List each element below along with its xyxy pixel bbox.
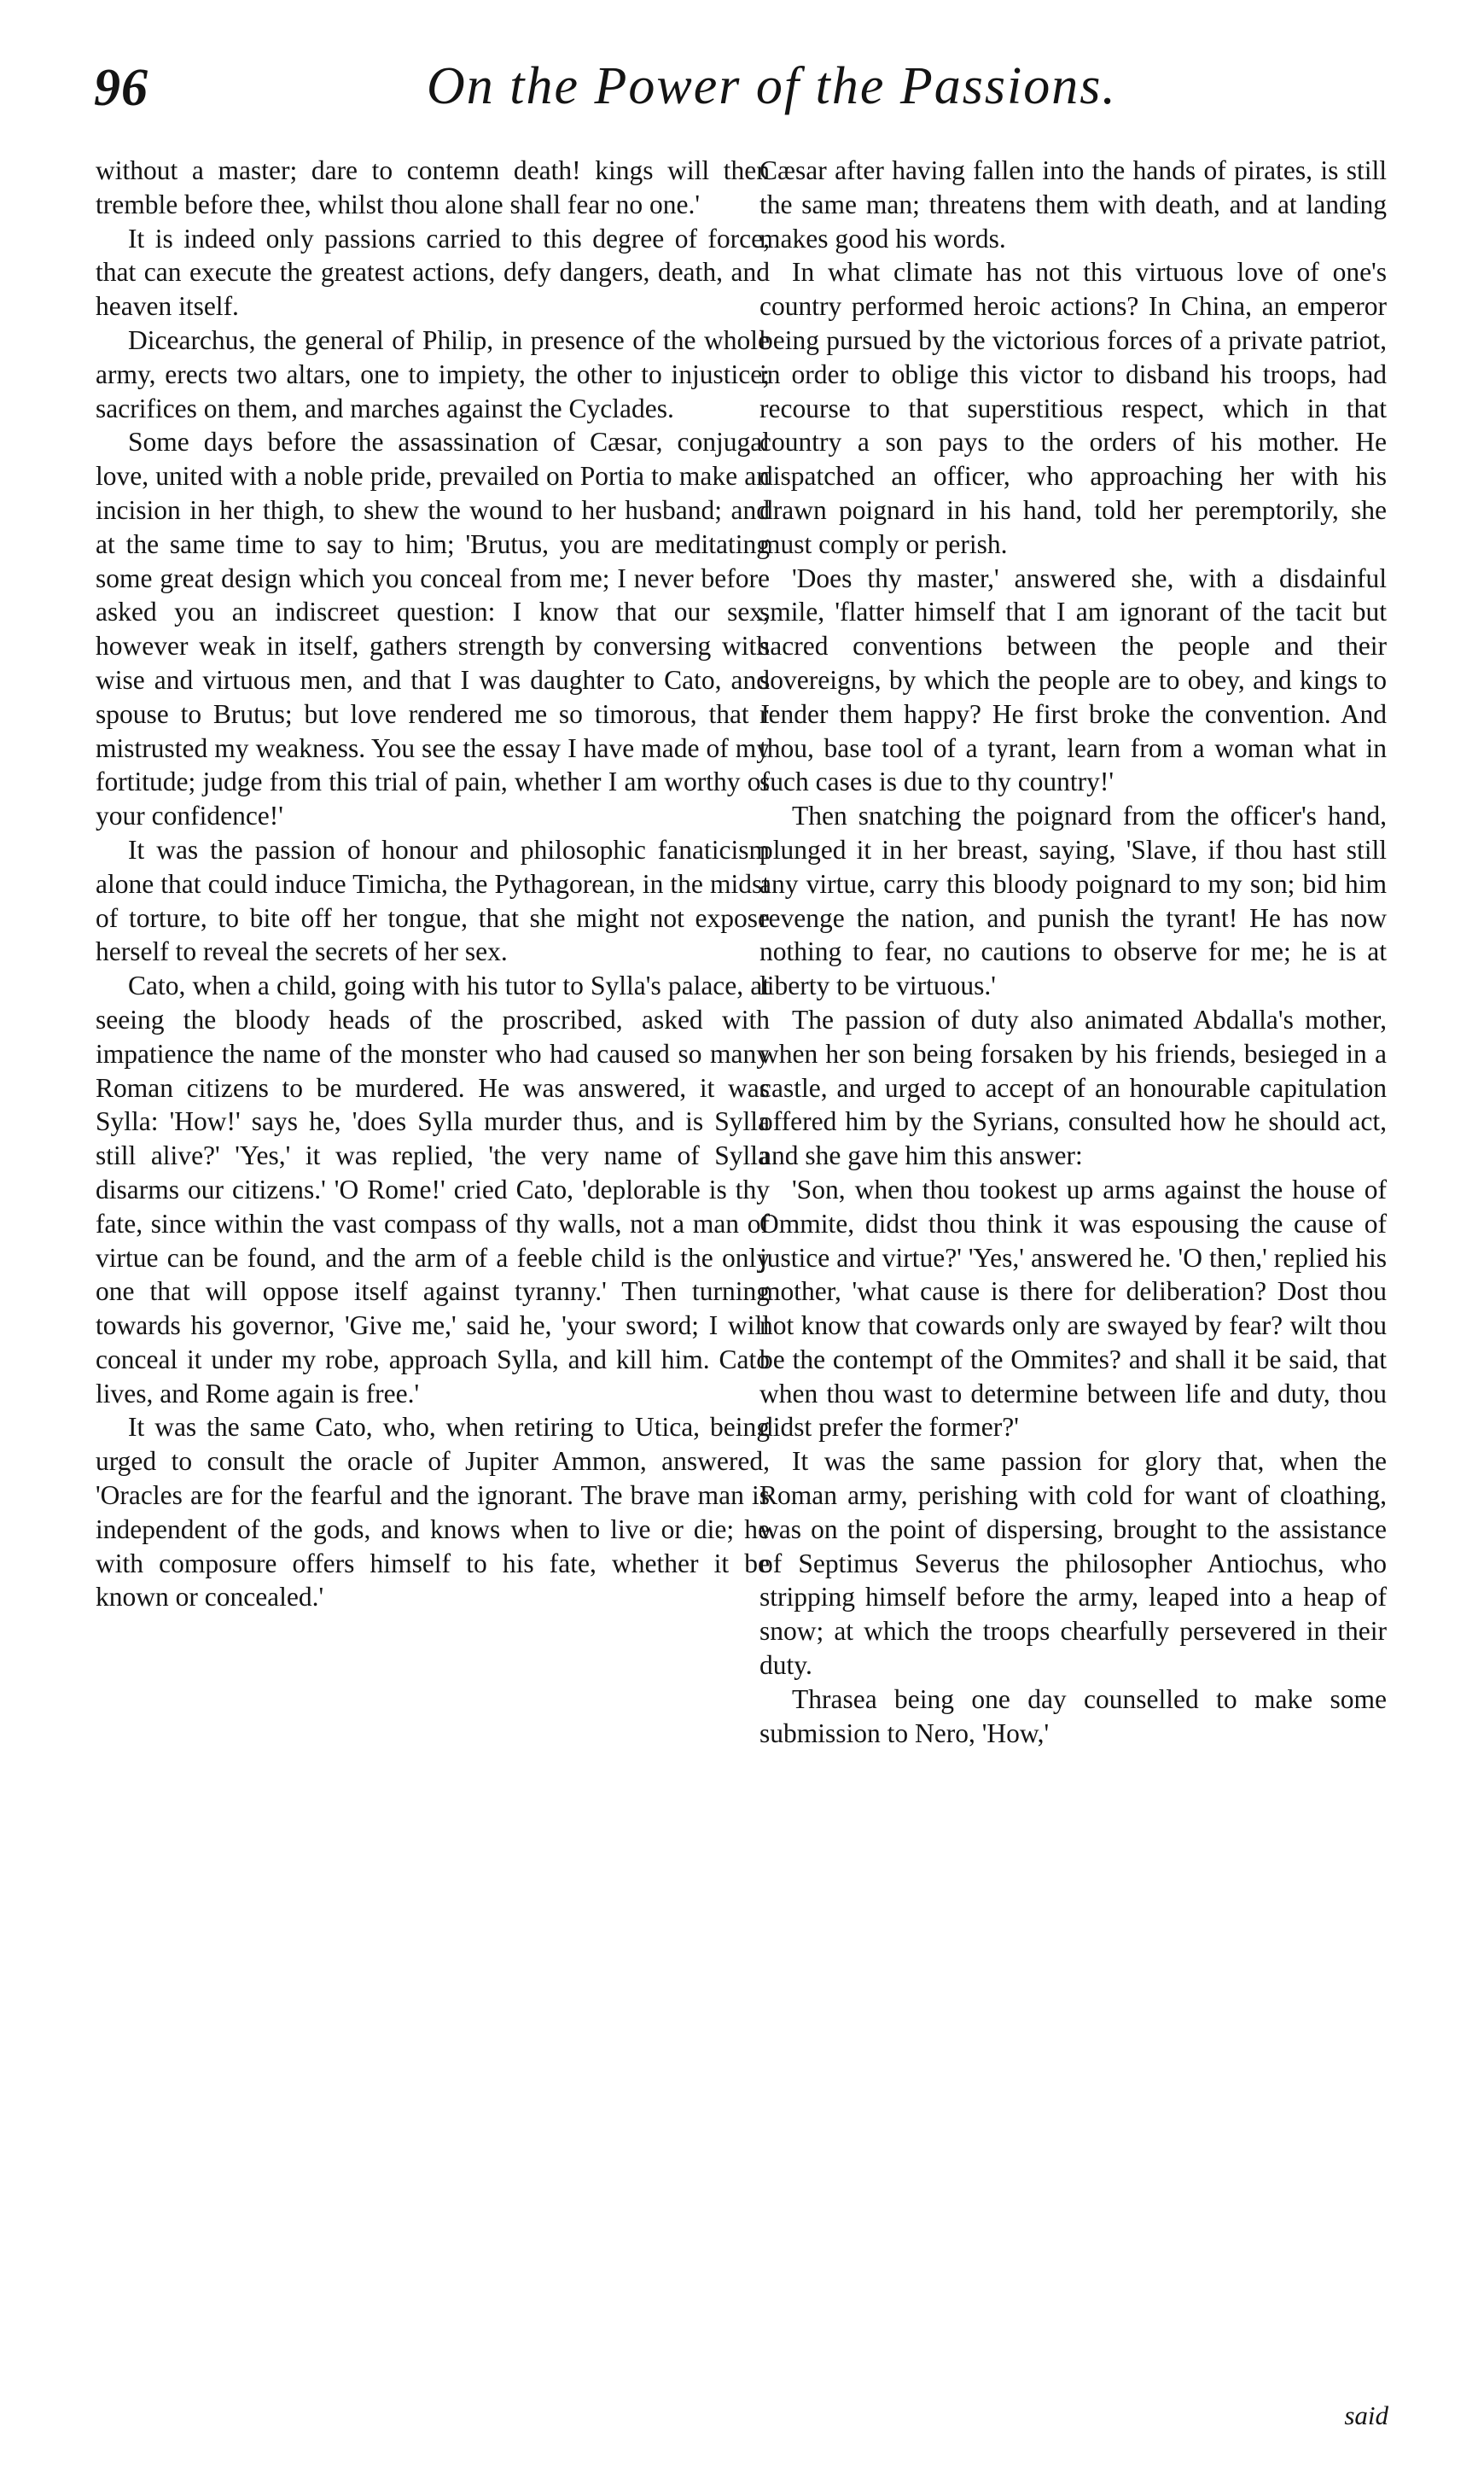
paragraph: Some days before the assassination of Cæsar, conjugal love, united with a noble pride, prevailed on Portia to make an incision in her thigh, to shew the wound to her husband; and at the same time to say to him; 'Brutus, you are meditating some great design which you conceal from me; I never before asked you an indiscreet question: I know that our sex, however weak in itself, gathers strength by conversing with wise and virtuous men, and that I was daughter to Cato, and spouse to Brutus; but love rendered me so timorous, that I mistrusted my weakness. You see the essay I have made of my fortitude; judge from this trial of pain, whether I am worthy of your confidence!': [96, 427, 770, 831]
page-header: [94, 50, 1391, 152]
catchword: said: [1344, 2400, 1388, 2430]
page-number: 96: [94, 59, 148, 117]
paragraph: Then snatching the poignard from the officer's hand, plunged it in her breast, saying, 'Slave, if thou hast still any virtue, carry this bloody poignard to my son; bid him revenge the nation, and punish the tyrant! He has now nothing to fear, no cautions to observe for me; he is at liberty to be virtuous.': [759, 801, 1387, 1001]
paragraph: The passion of duty also animated Abdalla's mother, when her son being forsaken by his friends, besieged in a castle, and urged to accept of an honourable capitulation offered him by the Syrians, consulted how he should act, and she gave him this answer:: [759, 1004, 1387, 1171]
paragraph: Thrasea being one day counselled to make some submission to Nero, 'How,': [759, 1683, 1387, 1748]
paragraph: without a master; dare to contemn death! kings will then tremble before thee, whilst thou alone shall fear no one.': [96, 155, 770, 219]
paragraph: It was the passion of honour and philosophic fanaticism alone that could induce Timicha, the Pythagorean, in the midst of torture, to bite off her tongue, that she might not expose herself to reveal the secrets of her sex.: [96, 834, 770, 967]
paragraph: It was the same passion for glory that, when the Roman army, perishing with cold for want of cloathing, was on the point of dispersing, brought to the assistance of Septimus Severus the philosopher Antiochus, who stripping himself before the army, leaped into a heap of snow; at which the troops chearfully persevered in their duty.: [759, 1446, 1387, 1681]
paragraph: It was the same Cato, who, when retiring to Utica, being urged to consult the oracle of Jupiter Ammon, answered, 'Oracles are for the fearful and the ignorant. The brave man is independent of the gods, and knows when to live or die; he with composure offers himself to his fate, whether it be known or concealed.': [96, 1412, 770, 1613]
running-title: On the Power of the Passions.: [427, 57, 1117, 115]
paragraph: In what climate has not this virtuous love of one's country performed heroic actions? In China, an emperor being pursued by the victorious forces of a private patriot, in order to oblige this victor to disband his troops, had recourse to that superstitious respect, which in that country a son pays to the orders of his mother. He dispatched an officer, who approaching her with his drawn poignard in his hand, told her peremptorily, she must comply or perish.: [759, 257, 1387, 559]
paragraph: 'Does thy master,' answered she, with a disdainful smile, 'flatter himself that I am ignorant of the tacit but sacred conventions between the people and their sovereigns, by which the people are to obey, and kings to render them happy? He first broke the convention. And thou, base tool of a tyrant, learn from a woman what in such cases is due to thy country!': [759, 563, 1387, 797]
paragraph: It is indeed only passions carried to this degree of force, that can execute the greatest actions, defy dangers, death, and heaven itself.: [96, 223, 770, 322]
paragraph: Cæsar after having fallen into the hands of pirates, is still the same man; threatens them with death, and at landing makes good his words.: [759, 155, 1387, 254]
paragraph: Cato, when a child, going with his tutor to Sylla's palace, at seeing the bloody heads of the proscribed, asked with impatience the name of the monster who had caused so many Roman citizens to be murdered. He was answered, it was Sylla: 'How!' says he, 'does Sylla murder thus, and is Sylla still alive?' 'Yes,' it was replied, 'the very name of Sylla disarms our citizens.' 'O Rome!' cried Cato, 'deplorable is thy fate, since within the vast compass of thy walls, not a man of virtue can be found, and the arm of a feeble child is the only one that will oppose itself against tyranny.' Then turning towards his governor, 'Give me,' said he, 'your sword; I will conceal it under my robe, approach Sylla, and kill him. Cato lives, and Rome again is free.': [96, 971, 770, 1408]
right-column: [759, 154, 1387, 1750]
left-column: [96, 154, 770, 1614]
paragraph: 'Son, when thou tookest up arms against the house of Ommite, didst thou think it was espousing the cause of justice and virtue?' 'Yes,' answered he. 'O then,' replied his mother, 'what cause is there for deliberation? Dost thou not know that cowards only are swayed by fear? wilt thou be the contempt of the Ommites? and shall it be said, that when thou wast to determine between life and duty, thou didst prefer the former?': [759, 1174, 1387, 1443]
paragraph: Dicearchus, the general of Philip, in presence of the whole army, erects two altars, one to impiety, the other to injustice; sacrifices on them, and marches against the Cyclades.: [96, 324, 770, 423]
